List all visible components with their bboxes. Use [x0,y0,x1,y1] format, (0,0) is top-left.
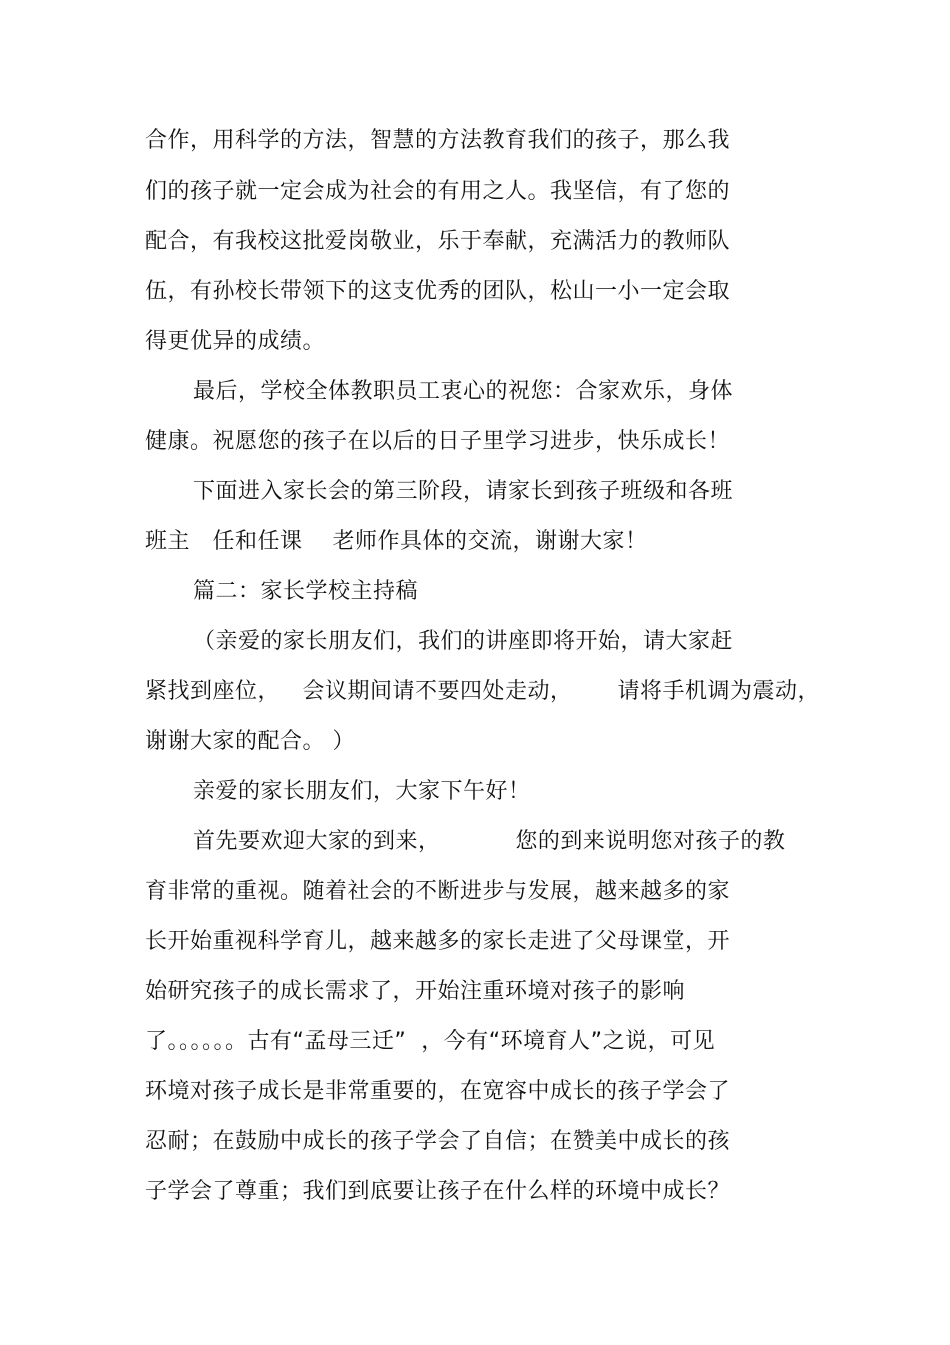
text-line: 得更优异的成绩。 [145,329,326,354]
text-line: 班主 任和任课 老师作具体的交流，谢谢大家！ [145,529,648,554]
text-line: 谢谢大家的配合。 ） [145,729,355,754]
text-line: 忍耐；在鼓励中成长的孩子学会了自信；在赞美中成长的孩 [145,1129,731,1154]
text-line: 下面进入家长会的第三阶段，请家长到孩子班级和各班 [193,479,734,504]
text-line: 了。。。。。。古有“孟母三迁” ，今有“环境育人”之说，可见 [145,1029,716,1054]
text-line: 育非常的重视。随着社会的不断进步与发展，越来越多的家 [145,879,731,904]
text-line: 始研究孩子的成长需求了，开始注重环境对孩子的影响 [145,979,686,1004]
text-line: 子学会了尊重；我们到底要让孩子在什么样的环境中成长？ [145,1179,731,1204]
text-line: 最后，学校全体教职员工衷心的祝您：合家欢乐，身体 [193,379,734,404]
text-line: 配合，有我校这批爱岗敬业，乐于奉献，充满活力的教师队 [145,229,731,254]
text-line: 首先要欢迎大家的到来， 您的到来说明您对孩子的教 [193,829,786,854]
text-line: 合作，用科学的方法，智慧的方法教育我们的孩子，那么我 [145,128,731,153]
text-line: 环境对孩子成长是非常重要的，在宽容中成长的孩子学会了 [145,1079,731,1104]
text-line: 长开始重视科学育儿，越来越多的家长走进了父母课堂，开 [145,929,731,954]
text-line: 伍，有孙校长带领下的这支优秀的团队，松山一小一定会取 [145,279,731,304]
text-line: （亲爱的家长朋友们，我们的讲座即将开始，请大家赶 [193,629,734,654]
text-line: 紧找到座位， 会议期间请不要四处走动， 请将手机调为震动， [145,679,820,704]
text-line: 亲爱的家长朋友们，大家下午好！ [193,779,531,804]
section-heading: 篇二：家长学校主持稿 [193,579,419,604]
text-line: 健康。祝愿您的孩子在以后的日子里学习进步，快乐成长！ [145,429,731,454]
text-line: 们的孩子就一定会成为社会的有用之人。我坚信，有了您的 [145,179,731,204]
